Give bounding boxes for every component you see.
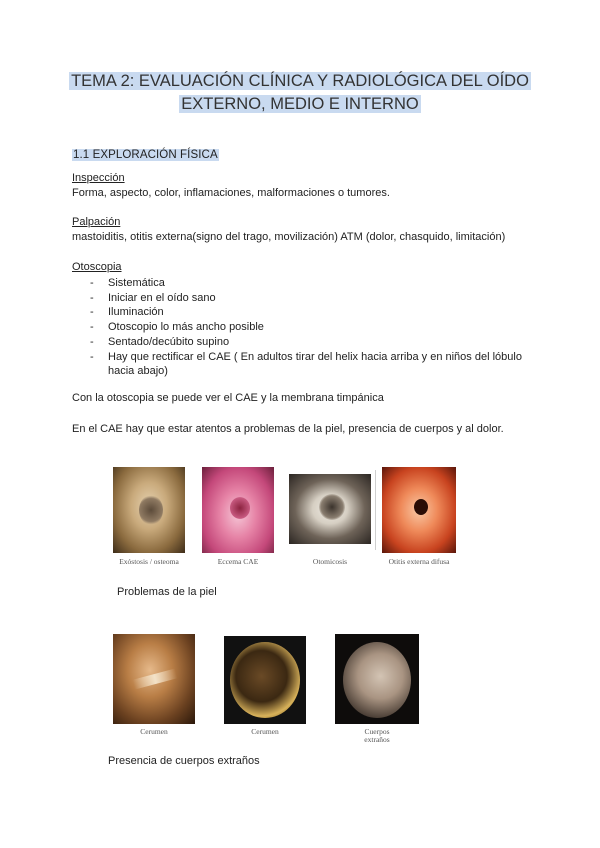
- title-line-2: EXTERNO, MEDIO E INTERNO: [181, 95, 419, 113]
- caption-eccema: Eccema CAE: [217, 557, 259, 566]
- title-line-1: TEMA 2: EVALUACIÓN CLÍNICA Y RADIOLÓGICA DEL OÍDO: [71, 72, 529, 90]
- list-item: - Otoscopio lo más ancho posible: [72, 320, 542, 335]
- list-item: - Sentado/decúbito supino: [72, 335, 542, 350]
- caption-exostosis: Exóstosis / osteoma: [119, 557, 179, 566]
- otoscopy-image-otomicosis: [289, 474, 371, 544]
- otoscopy-image-otitis-externa: [382, 467, 456, 553]
- caption-cerumen-1: Cerumen: [140, 727, 168, 736]
- paragraph-cae: En el CAE hay que estar atentos a problemas de la piel, presencia de cuerpos y al dolor.: [72, 423, 504, 435]
- divider: [375, 470, 376, 550]
- paragraph-otoscopia: Con la otoscopia se puede ver el CAE y la membrana timpánica: [72, 392, 384, 404]
- figure-label-skin: Problemas de la piel: [117, 586, 217, 598]
- caption-cuerpos: Cuerpos extraños: [364, 727, 390, 744]
- caption-otomicosis: Otomicosis: [312, 557, 348, 566]
- caption-cerumen-2: Cerumen: [251, 727, 279, 736]
- section-heading: 1.1 EXPLORACIÓN FÍSICA: [73, 149, 218, 161]
- inspeccion-text: Forma, aspecto, color, inflamaciones, malformaciones o tumores.: [72, 187, 390, 199]
- palpacion-text: mastoiditis, otitis externa(signo del trago, movilización) ATM (dolor, chasquido, limitación): [72, 231, 506, 243]
- otoscopy-image-exostosis: [113, 467, 185, 553]
- list-item: - Hay que rectificar el CAE ( En adultos tirar del helix hacia arriba y en niños del lóbulo hacia abajo): [72, 350, 542, 379]
- otoscopy-image-cuerpos: [335, 634, 419, 724]
- page-title: [60, 70, 540, 116]
- otoscopy-image-cerumen-1: [113, 634, 195, 724]
- otoscopia-list: [72, 276, 542, 379]
- inspeccion-heading: Inspección: [72, 172, 125, 184]
- list-item: - Iniciar en el oído sano: [72, 291, 542, 306]
- list-item: - Sistemática: [72, 276, 542, 291]
- palpacion-heading: Palpación: [72, 216, 121, 228]
- otoscopy-image-cerumen-2: [224, 636, 306, 724]
- caption-otitis: Otitis externa difusa: [388, 557, 450, 566]
- list-item: - Iluminación: [72, 305, 542, 320]
- figure-label-foreign: Presencia de cuerpos extraños: [108, 755, 260, 767]
- otoscopy-image-eccema: [202, 467, 274, 553]
- otoscopia-heading: Otoscopia: [72, 261, 122, 273]
